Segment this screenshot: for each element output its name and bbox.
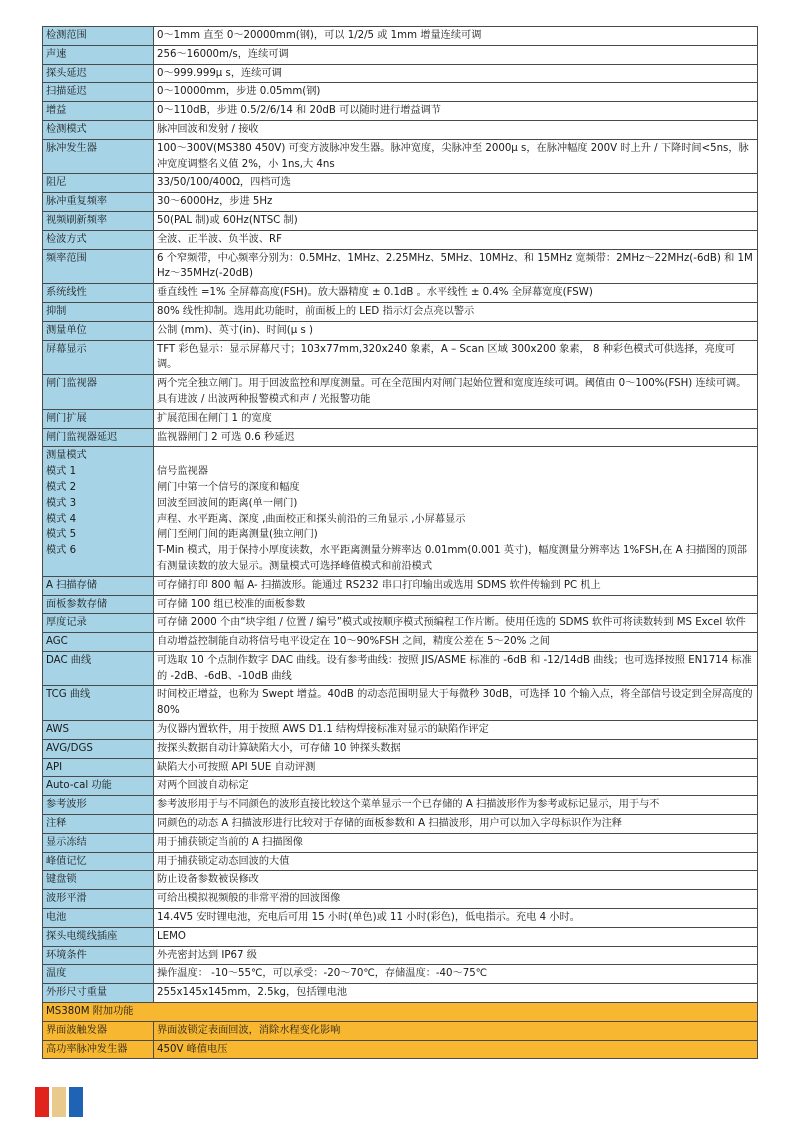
spec-value: 0～10000mm，步进 0.05mm(钢): [154, 83, 758, 102]
spec-value: 可给出模拟视频般的非常平滑的回波图像: [154, 890, 758, 909]
spec-label: 闸门监视器延迟: [43, 428, 154, 447]
mode-label: 模式 3: [46, 497, 77, 509]
spec-label: 键盘锁: [43, 871, 154, 890]
spec-label: AVG/DGS: [43, 739, 154, 758]
spec-row: [43, 909, 758, 928]
spec-label: 屏幕显示: [43, 340, 154, 375]
spec-label: 闸门扩展: [43, 409, 154, 428]
mode-label: 模式 6: [46, 545, 77, 557]
spec-label: 脉冲发生器: [43, 139, 154, 174]
spec-row: [43, 796, 758, 815]
footer-bar-red: [35, 1087, 49, 1117]
spec-label: 界面波触发器: [43, 1021, 154, 1040]
spec-row: [43, 340, 758, 375]
spec-value: 100～300V(MS380 450V) 可变方波脉冲发生器。脉冲宽度，尖脉冲至 2000μ s，在脉冲幅度 200V 时上升 / 下降时间<5ns，脉冲宽度调整名义值 2%，小 1ns,大 4ns: [154, 139, 758, 174]
mode-value: 闸门中第一个信号的深度和幅度: [157, 481, 300, 493]
spec-value: 可存储打印 800 幅 A- 扫描波形。能通过 RS232 串口打印输出或选用 SDMS 软件传输到 PC 机上: [154, 576, 758, 595]
spec-value: 脉冲回波和发射 / 接收: [154, 120, 758, 139]
spec-value: 同颜色的动态 A 扫描波形进行比较对于存储的面板参数和 A 扫描波形，用户可以加入字母标识作为注释: [154, 815, 758, 834]
spec-value: 为仪器内置软件，用于按照 AWS D1.1 结构焊接标准对显示的缺陷作评定: [154, 721, 758, 740]
spec-label: 增益: [43, 102, 154, 121]
spec-value: 用于捕获锁定动态回波的大值: [154, 852, 758, 871]
spec-row: [43, 302, 758, 321]
footer-bar-blue: [69, 1087, 83, 1117]
spec-value: 14.4V5 安时锂电池，充电后可用 15 小时(单色)或 11 小时(彩色)，低电指示。充电 4 小时。: [154, 909, 758, 928]
spec-label: 环境条件: [43, 946, 154, 965]
mode-label: 模式 5: [46, 529, 77, 541]
spec-label: 参考波形: [43, 796, 154, 815]
spec-label: 显示冻结: [43, 833, 154, 852]
footer-bar-beige: [52, 1087, 66, 1117]
spec-row: [43, 174, 758, 193]
extra-functions-header: [43, 1003, 758, 1022]
spec-label: A 扫描存储: [43, 576, 154, 595]
spec-value: 防止设备参数被误修改: [154, 871, 758, 890]
spec-row: [43, 651, 758, 686]
spec-value: 80% 线性抑制。选用此功能时，前面板上的 LED 指示灯会点亮以警示: [154, 302, 758, 321]
spec-value: 公制 (mm)、英寸(in)、时间(μ s ): [154, 321, 758, 340]
spec-row: [43, 595, 758, 614]
mode-label: 模式 1: [46, 466, 77, 478]
spec-row: [43, 721, 758, 740]
spec-label: 测量单位: [43, 321, 154, 340]
spec-label: 检测模式: [43, 120, 154, 139]
spec-row: [43, 211, 758, 230]
spec-row: [43, 871, 758, 890]
spec-label: 面板参数存储: [43, 595, 154, 614]
spec-value: 监视器闸门 2 可选 0.6 秒延迟: [154, 428, 758, 447]
spec-row: [43, 120, 758, 139]
spec-row: [43, 686, 758, 721]
spec-label: 检波方式: [43, 230, 154, 249]
extra-functions-title: MS380M 附加功能: [43, 1003, 758, 1022]
spec-row: [43, 633, 758, 652]
spec-row: [43, 1040, 758, 1059]
spec-value: 0～999.999μ s，连续可调: [154, 64, 758, 83]
spec-label: 高功率脉冲发生器: [43, 1040, 154, 1059]
spec-value: 可选取 10 个点制作数字 DAC 曲线。设有参考曲线：按照 JIS/ASME 标准的 -6dB 和 -12/14dB 曲线；也可选择按照 EN1714 标准的 -2dB、-6dB、-10dB 曲线: [154, 651, 758, 686]
spec-row: [43, 614, 758, 633]
mode-value: 闸门至闸门间的距离测量(独立闸门): [157, 529, 318, 541]
spec-value: 可存储 2000 个由“块字组 / 位置 / 编号”模式或按顺序模式预编程工作片断。使用任选的 SDMS 软件可将读数转到 MS Excel 软件: [154, 614, 758, 633]
spec-row: [43, 739, 758, 758]
mode-label: 模式 2: [46, 481, 77, 493]
spec-row: [43, 230, 758, 249]
spec-value: 450V 峰值电压: [154, 1040, 758, 1059]
spec-label: 注释: [43, 815, 154, 834]
spec-value: 自动增益控制能自动将信号电平设定在 10～90%FSH 之间，精度公差在 5～20% 之间: [154, 633, 758, 652]
spec-label: 系统线性: [43, 284, 154, 303]
spec-label: 频率范围: [43, 249, 154, 284]
spec-label: 外形尺寸重量: [43, 984, 154, 1003]
spec-row: [43, 965, 758, 984]
spec-label: 电池: [43, 909, 154, 928]
spec-row: [43, 64, 758, 83]
spec-row: [43, 852, 758, 871]
spec-value: 可存储 100 组已校准的面板参数: [154, 595, 758, 614]
spec-label: 厚度记录: [43, 614, 154, 633]
spec-value: 对两个回波自动标定: [154, 777, 758, 796]
spec-table-body: [43, 27, 758, 1059]
spec-row: [43, 284, 758, 303]
spec-row: [43, 984, 758, 1003]
spec-row: [43, 815, 758, 834]
spec-row: [43, 102, 758, 121]
spec-label: 阻尼: [43, 174, 154, 193]
spec-value: 6 个窄频带，中心频率分别为：0.5MHz、1MHz、2.25MHz、5MHz、10MHz、和 15MHz 宽频带：2MHz～22MHz(-6dB) 和 1MHz～35MHz(-20dB): [154, 249, 758, 284]
spec-row: [43, 249, 758, 284]
spec-value: 界面波锁定表面回波，消除水程变化影响: [154, 1021, 758, 1040]
spec-label: 视频刷新频率: [43, 211, 154, 230]
spec-row: [43, 758, 758, 777]
spec-value: TFT 彩色显示：显示屏幕尺寸；103x77mm,320x240 象素，A – Scan 区域 300x200 象素， 8 种彩色模式可供选择，亮度可调。: [154, 340, 758, 375]
spec-value: 外壳密封达到 IP67 级: [154, 946, 758, 965]
spec-row: [43, 946, 758, 965]
spec-label: 抑制: [43, 302, 154, 321]
spec-row: [43, 777, 758, 796]
measure-modes-values: [154, 447, 758, 576]
spec-value: 参考波形用于与不同颜色的波形直接比较这个菜单显示一个已存储的 A 扫描波形作为参考或标记显示，用于与不: [154, 796, 758, 815]
spec-label: 峰值记忆: [43, 852, 154, 871]
measure-modes-title: 测量模式: [46, 450, 87, 462]
spec-row: [43, 27, 758, 46]
spec-value: 0～1mm 直至 0～20000mm(钢)，可以 1/2/5 或 1mm 增量连续可调: [154, 27, 758, 46]
spec-value: 全波、正半波、负半波、RF: [154, 230, 758, 249]
spec-table: [42, 26, 758, 1059]
spec-label: 探头电缆线插座: [43, 927, 154, 946]
spec-label: 闸门监视器: [43, 375, 154, 410]
spec-value: 50(PAL 制)或 60Hz(NTSC 制): [154, 211, 758, 230]
spec-row: [43, 139, 758, 174]
spec-row: [43, 927, 758, 946]
spec-label: TCG 曲线: [43, 686, 154, 721]
spec-value: 256～16000m/s，连续可调: [154, 45, 758, 64]
measure-modes-row: [43, 447, 758, 576]
spec-row: [43, 375, 758, 410]
spec-row: [43, 45, 758, 64]
spec-value: 垂直线性 =1% 全屏幕高度(FSH)。放大器精度 ± 0.1dB 。水平线性 ± 0.4% 全屏幕宽度(FSW): [154, 284, 758, 303]
spec-value: 扩展范围在闸门 1 的宽度: [154, 409, 758, 428]
spec-row: [43, 321, 758, 340]
spec-label: 声速: [43, 45, 154, 64]
spec-row: [43, 833, 758, 852]
mode-value: 声程、水平距离、深度 ,曲面校正和探头前沿的三角显示 ,小屏幕显示: [157, 513, 466, 525]
spec-row: [43, 890, 758, 909]
spec-value: 操作温度： -10～55℃，可以承受：-20～70℃，存储温度：-40～75℃: [154, 965, 758, 984]
spec-row: [43, 1021, 758, 1040]
spec-row: [43, 83, 758, 102]
spec-value: 用于捕获锁定当前的 A 扫描图像: [154, 833, 758, 852]
measure-modes-labels: [43, 447, 154, 576]
spec-label: API: [43, 758, 154, 777]
spec-value: 30～6000Hz，步进 5Hz: [154, 193, 758, 212]
mode-value: 信号监视器: [157, 466, 208, 478]
spec-value: 33/50/100/400Ω，四档可选: [154, 174, 758, 193]
footer-color-bars: [35, 1087, 83, 1117]
spec-value: 两个完全独立闸门。用于回波监控和厚度测量。可在全范围内对闸门起始位置和宽度连续可调。阈值由 0～100%(FSH) 连续可调。具有进波 / 出波两种报警模式和声 / 光报警功能: [154, 375, 758, 410]
spec-label: AGC: [43, 633, 154, 652]
spec-row: [43, 576, 758, 595]
spec-row: [43, 193, 758, 212]
spec-row: [43, 428, 758, 447]
spec-value: 时间校正增益，也称为 Swept 增益。40dB 的动态范围明显大于每微秒 30dB，可选择 10 个输入点，将全部信号设定到全屏高度的 80%: [154, 686, 758, 721]
spec-label: 检测范围: [43, 27, 154, 46]
mode-value: T-Min 模式，用于保持小厚度读数，水平距离测量分辨率达 0.01mm(0.001 英寸)，幅度测量分辨率达 1%FSH,在 A 扫描图的顶部有测量读数的放大显示。测量模式可选择峰值模式和前沿模式: [157, 545, 747, 572]
spec-value: 按探头数据自动计算缺陷大小，可存储 10 钟探头数据: [154, 739, 758, 758]
spec-row: [43, 409, 758, 428]
spec-label: AWS: [43, 721, 154, 740]
spec-value: LEMO: [154, 927, 758, 946]
mode-label: 模式 4: [46, 513, 77, 525]
spec-label: 脉冲重复频率: [43, 193, 154, 212]
spec-label: 扫描延迟: [43, 83, 154, 102]
spec-label: DAC 曲线: [43, 651, 154, 686]
spec-value: 缺陷大小可按照 API 5UE 自动评测: [154, 758, 758, 777]
spec-label: 波形平滑: [43, 890, 154, 909]
spec-value: 255x145x145mm，2.5kg，包括锂电池: [154, 984, 758, 1003]
spec-label: 温度: [43, 965, 154, 984]
spec-value: 0～110dB，步进 0.5/2/6/14 和 20dB 可以随时进行增益调节: [154, 102, 758, 121]
mode-value: 回波至回波间的距离(单一闸门): [157, 497, 298, 509]
spec-label: 探头延迟: [43, 64, 154, 83]
spec-label: Auto-cal 功能: [43, 777, 154, 796]
